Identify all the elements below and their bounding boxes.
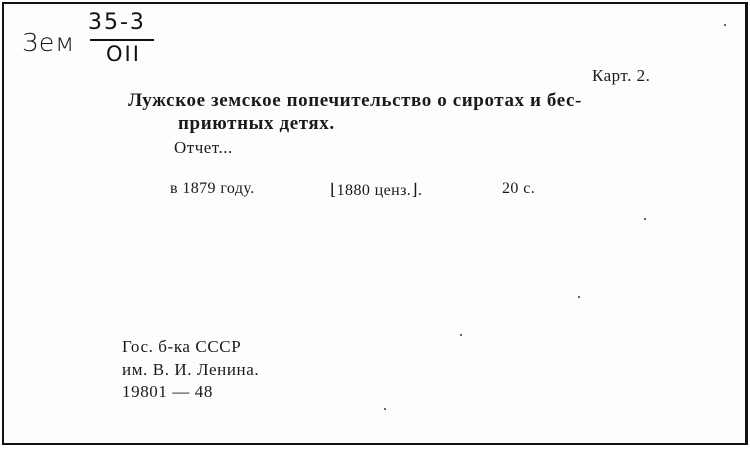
publication-year: в 1879 году. bbox=[170, 180, 255, 197]
paper-speck bbox=[460, 334, 462, 336]
paper-speck bbox=[644, 218, 646, 220]
subtitle: Отчет... bbox=[174, 138, 233, 157]
handwritten-prefix: Зем bbox=[22, 28, 76, 57]
page-count: 20 с. bbox=[502, 180, 536, 197]
library-stamp-line-1: Гос. б-ка СССР bbox=[122, 337, 242, 356]
card-number: Карт. 2. bbox=[592, 66, 651, 85]
title-line-1: Лужское земское попечительство о сиротах и бес- bbox=[128, 90, 582, 111]
handwritten-fraction-line bbox=[90, 39, 154, 41]
paper-speck bbox=[724, 24, 726, 26]
title-line-2: приютных детях. bbox=[178, 113, 335, 134]
catalog-card bbox=[2, 2, 748, 445]
paper-speck bbox=[578, 296, 580, 298]
handwritten-shelfmark-numerator: 35-3 bbox=[88, 10, 146, 35]
paper-speck bbox=[384, 408, 386, 410]
library-stamp-line-3: 19801 — 48 bbox=[122, 382, 213, 401]
library-stamp-line-2: им. В. И. Ленина. bbox=[122, 360, 260, 379]
handwritten-shelfmark-denominator: OII bbox=[106, 42, 141, 66]
censorship-note: ⌊1880 ценз.⌋. bbox=[330, 182, 423, 199]
